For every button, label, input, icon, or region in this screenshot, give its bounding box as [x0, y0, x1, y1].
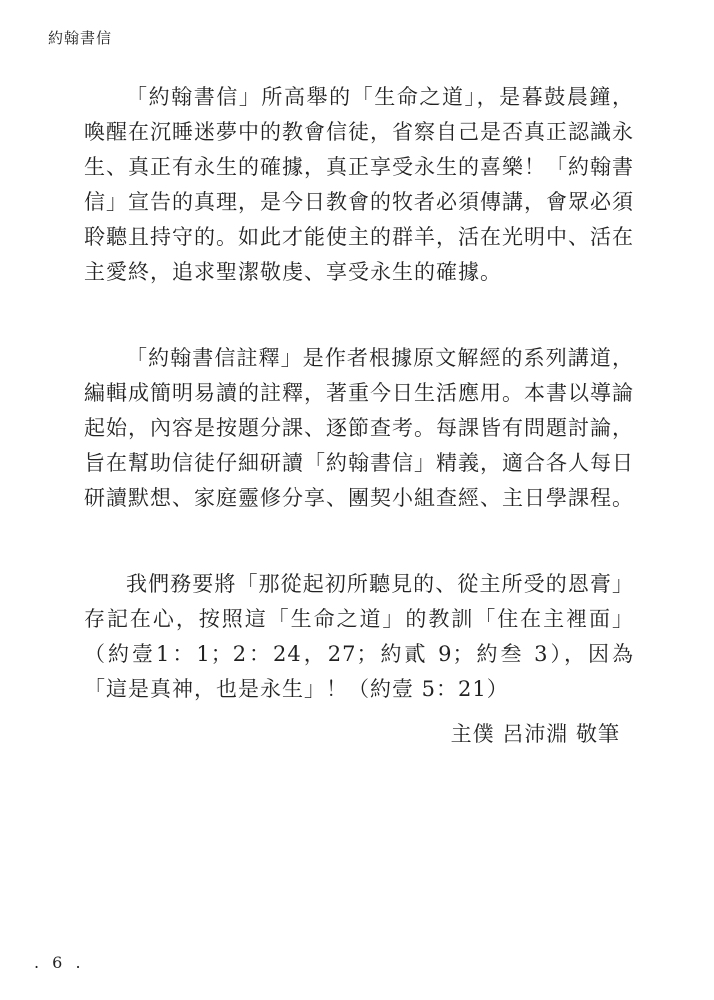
- paragraph-2: 「約翰書信註釋」是作者根據原文解經的系列講道，編輯成簡明易讀的註釋，著重今日生活應用。本書以導論起始，內容是按題分課、逐節查考。每課皆有問題討論，旨在幫助信徒仔細研讀「約翰書信」精義，適合各人每日研讀默想、家庭靈修分享、團契小組查經、主日學課程。: [84, 346, 634, 510]
- author-signature: 主僕 呂沛淵 敬筆: [450, 722, 620, 746]
- page-number: . 6 .: [34, 953, 85, 972]
- preface-body: [84, 80, 634, 758]
- running-header: 約翰書信: [48, 29, 113, 47]
- paragraph-3: 我們務要將「那從起初所聽見的、從主所受的恩膏」存記在心，按照這「生命之道」的教訓「住在主裡面」（約壹1：1；2：24，27；約貳 9；約叁 3），因為「這是真神，也是永生」！（約壹 5：21）: [84, 572, 634, 701]
- paragraph-1: 「約翰書信」所高舉的「生命之道」，是暮鼓晨鐘，喚醒在沉睡迷夢中的教會信徒，省察自己是否真正認識永生、真正有永生的確據，真正享受永生的喜樂！「約翰書信」宣告的真理，是今日教會的牧者必須傳講，會眾必須聆聽且持守的。如此才能使主的群羊，活在光明中、活在主愛終，追求聖潔敬虔、享受永生的確據。: [84, 85, 634, 284]
